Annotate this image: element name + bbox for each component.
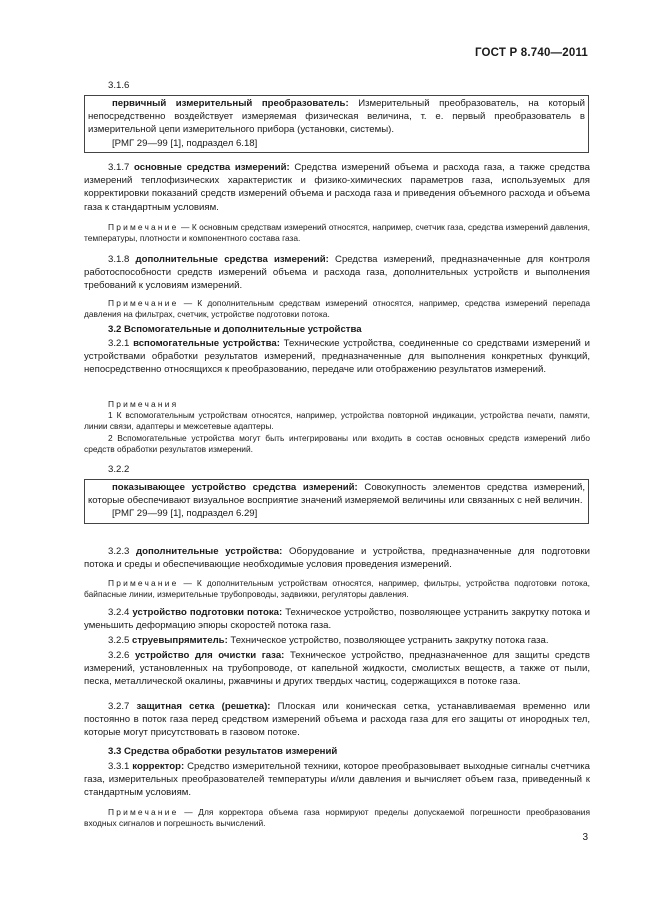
- term: дополнительные устройства:: [136, 546, 283, 557]
- term: корректор:: [132, 761, 185, 772]
- note: Примечание — К основным средствам измерений относятся, например, счетчик газа, средства измерений давления, температуры, плотности и компонентного состава газа.: [84, 222, 590, 244]
- clause-3-2-6: 3.2.6 устройство для очистки газа: Техническое устройство, предназначенное для защиты средств измерений, установленных на трубопроводе, от капельной жидкости, смолистых веществ, а также от пыли, песка, металлической окалины, ржавчины и других твердых частиц, содержащихся в потоке газа.: [84, 650, 591, 688]
- definition-box: [84, 479, 589, 524]
- term: первичный измерительный преобразователь:: [112, 98, 349, 109]
- note: Примечание — К дополнительным устройствам относятся, например, фильтры, устройства подготовки потока, байпасные линии, измерительные трубопроводы, задвижки, регуляторы давления.: [84, 578, 590, 600]
- term: устройство подготовки потока:: [132, 607, 283, 618]
- clause-number: 3.2.2: [108, 464, 130, 475]
- document-header: ГОСТ Р 8.740—2011: [474, 47, 588, 59]
- term: защитная сетка (решетка):: [136, 701, 271, 712]
- term: дополнительные средства измерений:: [135, 254, 329, 265]
- note: Примечание — Для корректора объема газа нормируют пределы допускаемой погрешности преобразования входных сигналов и погрешность вычислений.: [84, 807, 590, 829]
- term: вспомогательные устройства:: [133, 338, 280, 349]
- clause-3-3-1: 3.3.1 корректор: Средство измерительной техники, которое преобразовывает выходные сигналы счетчика газа, измерительных преобразователей температуры и/или давления и вычисляет объем газа, приведенный к стандартным условиям.: [84, 761, 591, 799]
- clause-3-2-5: 3.2.5 струевыпрямитель: Техническое устройство, позволяющее устранить закрутку потока газа.: [108, 635, 549, 646]
- section-heading: 3.2 Вспомогательные и дополнительные устройства: [108, 324, 362, 335]
- clause-3-2-7: 3.2.7 защитная сетка (решетка): Плоская или коническая сетка, устанавливаемая временно или постоянно в поток газа перед средством измерений объема и расхода газа для его защиты от инородных тел, которые могут присутствовать в газовом потоке.: [84, 701, 590, 739]
- definition-reference: [РМГ 29—99 [1], подраздел 6.18]: [112, 137, 258, 149]
- term: основные средства измерений:: [134, 162, 290, 173]
- term: показывающее устройство средства измерений:: [112, 482, 358, 493]
- clause-number: 3.1.6: [108, 80, 130, 91]
- note: Примечание — К дополнительным средствам измерений относятся, например, средства измерений перепада давления на фильтрах, счетчик, устройстве подготовки потока.: [84, 298, 590, 320]
- clause-3-1-8: 3.1.8 дополнительные средства измерений: Средства измерений, предназначенные для контроля работоспособности средств измерений объема и расхода газа, дополнительных устройств и выполнения требований к условиям измерений.: [84, 254, 590, 292]
- clause-3-2-3: 3.2.3 дополнительные устройства: Оборудование и устройства, предназначенные для подготовки потока и среды и обеспечивающие необходимые условия проведения измерений.: [84, 546, 590, 571]
- clause-3-2-1: 3.2.1 вспомогательные устройства: Технические устройства, соединенные со средствами измерений и устройствами обработки результатов измерений, предназначенные для выполнения конкретных функций, непосредственно относящихся к преобразованию, передаче или отображению результатов измерений.: [84, 338, 590, 376]
- term: струевыпрямитель:: [132, 635, 228, 646]
- section-heading: 3.3 Средства обработки результатов измерений: [108, 746, 338, 757]
- definition-box: [84, 95, 589, 153]
- note-item: 1 К вспомогательным устройствам относятся, например, устройства повторной индикации, устройства печати, памяти, линии связи, адаптеры и межсетевые адаптеры.: [84, 410, 590, 432]
- clause-3-2-4: 3.2.4 устройство подготовки потока: Техническое устройство, позволяющее устранить закрутку потока и уменьшить деформацию эпюры скоростей потока газа.: [84, 607, 591, 632]
- notes-heading: Примечания: [108, 399, 179, 409]
- page-number: 3: [582, 832, 588, 843]
- term: устройство для очистки газа:: [134, 650, 285, 661]
- definition-text: показывающее устройство средства измерений: Совокупность элементов средства измерений, которые обеспечивают визуальное восприятие значений измеряемой величины или связанных с ней величин.: [88, 482, 585, 507]
- definition-text: первичный измерительный преобразователь: Измерительный преобразователь, на который непосредственно воздействует измеряемая физическая величина, т. е. первый преобразователь в измерительной цепи измерительного прибора (установки, системы).: [88, 98, 585, 136]
- clause-3-1-7: 3.1.7 основные средства измерений: Средства измерений объема и расхода газа, а также средства измерений теплофизических характеристик и физико-химических параметров газа, используемых для корректировки показаний средств измерений объема и расхода газа и приведения объемного расхода и объема газа к стандартным условиям.: [84, 162, 590, 213]
- note-item: 2 Вспомогательные устройства могут быть интегрированы или входить в состав основных средств измерений либо средств обработки результатов измерений.: [84, 433, 590, 455]
- definition-reference: [РМГ 29—99 [1], подраздел 6.29]: [112, 508, 258, 520]
